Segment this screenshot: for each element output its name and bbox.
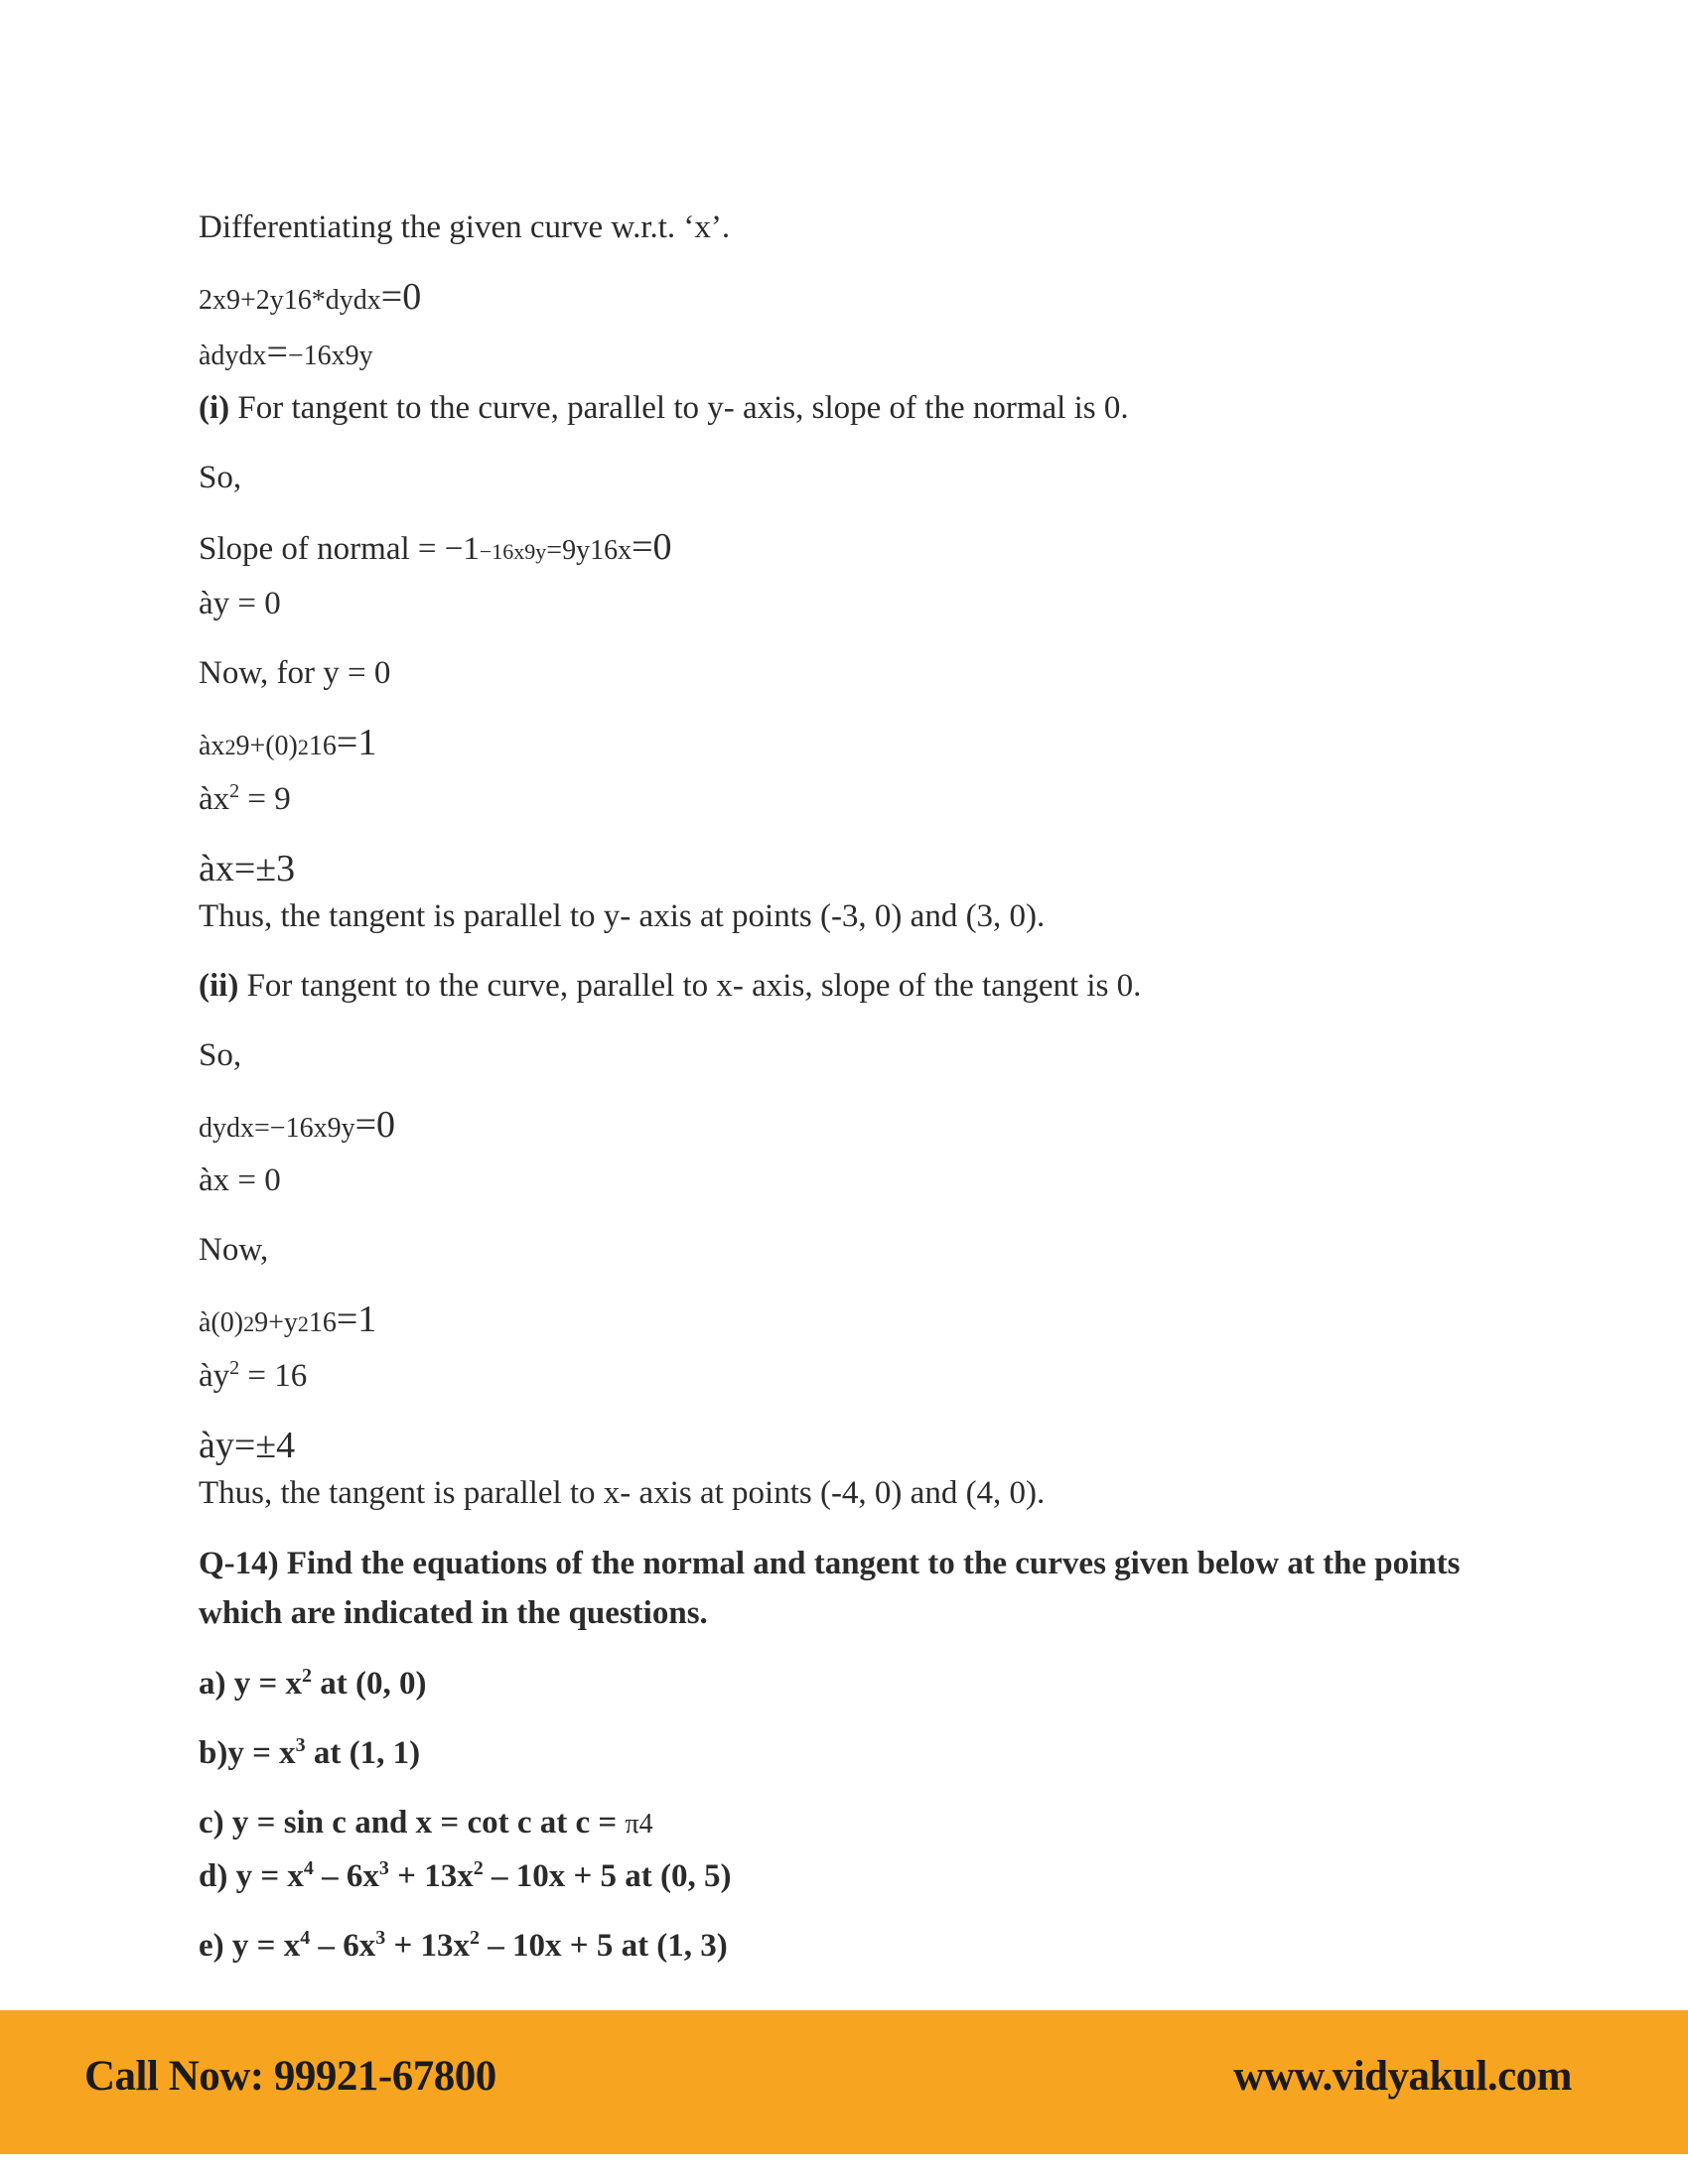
dydx-equals-zero: dydx=−16x9y=0 (199, 1104, 396, 1146)
y-squared-equals-16: $ày^2 = 16$ (199, 1357, 308, 1394)
part-ii-statement: (ii) For tangent to the curve, parallel to x- axis, slope of the tangent is 0. (199, 968, 1142, 1004)
x-equals-zero: àx = 0 (199, 1162, 281, 1198)
x-squared-equals-9: $àx^2 = 9$ (199, 780, 291, 817)
call-now-text[interactable]: Call Now: 99921-67800 (84, 2053, 496, 2100)
substitution-2: à(0)29+y216=1 (199, 1298, 377, 1340)
y-equals-zero: ày = 0 (199, 586, 281, 621)
question-14-part-e: e) $y = x^4 - 6x^3 + 13x^2 - 10x + 5$ at (1, 3) (199, 1927, 728, 1964)
question-14-part-a: a) $y = x^2$ at (0, 0) (199, 1665, 427, 1702)
conclusion-y-axis: Thus, the tangent is parallel to y- axis at points (-3, 0) and (3, 0). (199, 898, 1046, 934)
equation-derivative: 2x9+2y16*dydx=0 (199, 276, 422, 318)
so-text-2: So, (199, 1037, 242, 1073)
y-plus-minus-4: ày=±4 (199, 1425, 296, 1466)
document-body (199, 204, 1519, 1970)
part-i-statement: (i) For tangent to the curve, parallel to y- axis, slope of the normal is 0. (199, 390, 1129, 426)
footer-banner (0, 2010, 1688, 2154)
substitution-1: àx29+(0)216=1 (199, 722, 377, 763)
slope-of-normal: Slope of normal = −1−16x9y=9y16x=0 (199, 526, 672, 568)
question-14-part-c: c) y = sin c and x = cot c at c = π4 (199, 1805, 653, 1841)
question-14-part-d: d) $y = x^4 - 6x^3 + 13x^2 - 10x + 5$ at (0, 5) (199, 1857, 732, 1894)
question-14: Q-14) Find the equations of the normal and tangent to the curves given below at the points which are indicated in the questions. (199, 1546, 1461, 1631)
conclusion-x-axis: Thus, the tangent is parallel to x- axis at points (-4, 0) and (4, 0). (199, 1475, 1046, 1511)
website-link[interactable]: www.vidyakul.com (1233, 2053, 1572, 2100)
now-for-y-zero: Now, for y = 0 (199, 655, 391, 691)
question-14-part-b: $b)y = x^3$ at (1, 1) (199, 1734, 421, 1771)
so-text-1: So, (199, 460, 242, 495)
x-plus-minus-3: àx=±3 (199, 848, 296, 889)
now-text-2: Now, (199, 1232, 269, 1268)
intro-text: Differentiating the given curve w.r.t. ‘x’. (199, 209, 731, 245)
equation-dydx: àdydx=−16x9y (199, 332, 373, 373)
